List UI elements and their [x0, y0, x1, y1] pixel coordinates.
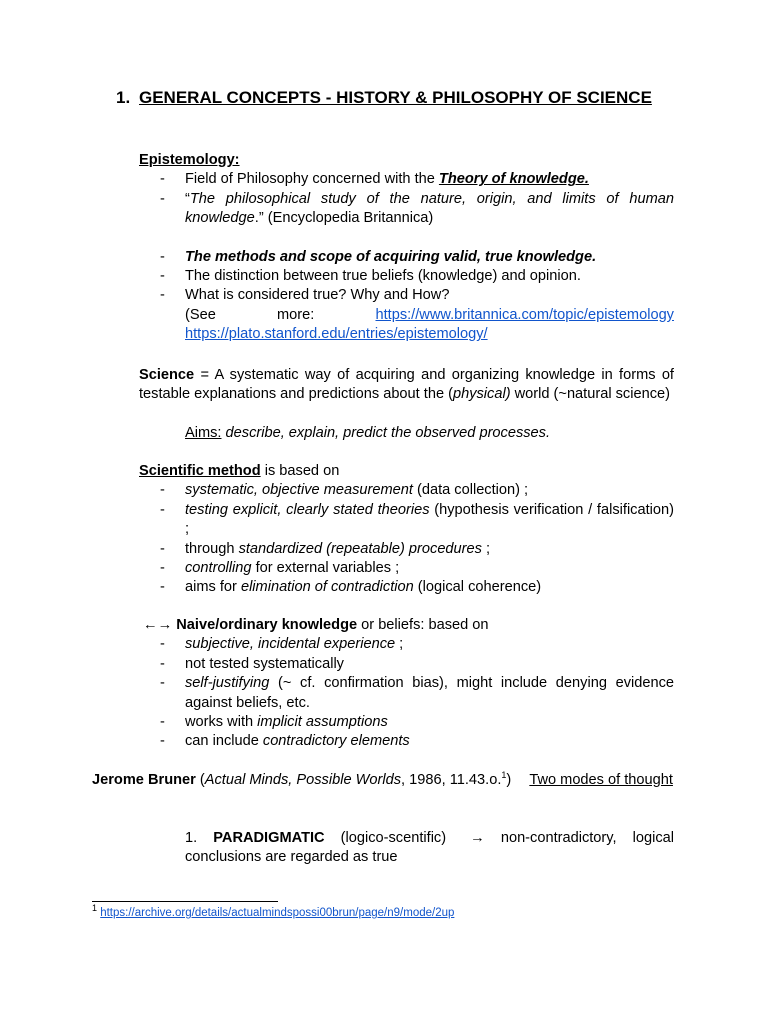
- item-italic: self-justifying: [185, 675, 270, 692]
- britannica-link[interactable]: https://www.britannica.com/topic/epistemology: [375, 306, 674, 323]
- item-text: not tested systematically: [185, 655, 344, 672]
- dash-bullet: -: [160, 655, 165, 672]
- stanford-link[interactable]: https://plato.stanford.edu/entries/epistemology/: [185, 326, 488, 343]
- naive-list: [139, 635, 674, 751]
- item-text: can include: [185, 733, 263, 750]
- item-italic: systematic, objective measurement: [185, 482, 413, 499]
- archive-link[interactable]: https://archive.org/details/actualmindspossi00brun/page/n9/mode/2up: [100, 907, 455, 919]
- item-italic: elimination of contradiction: [240, 579, 414, 596]
- item-tail: ;: [395, 636, 404, 653]
- item-text: The distinction between true beliefs (knowledge) and opinion.: [185, 268, 581, 285]
- item-italic: implicit assumptions: [257, 714, 388, 731]
- item-tail: ;: [481, 540, 491, 557]
- dash-bullet: -: [160, 287, 165, 304]
- list-item: [139, 674, 674, 713]
- bruner-work: Actual Minds, Possible Worlds: [204, 772, 402, 788]
- dash-bullet: -: [160, 733, 165, 750]
- see-more-prefix: (See: [185, 306, 216, 323]
- section-title: GENERAL CONCEPTS - HISTORY & PHILOSOPHY OF SCIENCE: [139, 88, 652, 107]
- scientific-method-term: Scientific method: [139, 463, 261, 479]
- list-item: [139, 559, 674, 578]
- item-tail: for external variables ;: [251, 560, 400, 577]
- bruner-meta: , 1986, 11.43.o.: [401, 772, 502, 788]
- dash-bullet: -: [160, 171, 165, 188]
- list-item: [139, 635, 674, 654]
- paradigmatic-item: [185, 829, 674, 868]
- list-item: [139, 286, 674, 344]
- paradigmatic-paren: (logico-scentific): [324, 830, 447, 846]
- science-physical: physical): [452, 386, 511, 403]
- item-italic: testing explicit, clearly stated theories: [185, 501, 430, 518]
- list-item: [139, 501, 674, 540]
- left-right-arrow-icon: ←→: [143, 617, 177, 633]
- item-emphasis: The methods and scope of acquiring valid, true knowledge.: [185, 248, 597, 265]
- dash-bullet: -: [160, 675, 165, 692]
- list-item: [139, 267, 674, 286]
- science-term: Science: [139, 367, 195, 383]
- scientific-method-section: [139, 462, 674, 598]
- bruner-name: Jerome Bruner: [92, 772, 196, 788]
- epistemology-label: Epistemology:: [139, 152, 240, 168]
- paradigmatic-text: non-contradictory, logical conclusions are regarded as true: [185, 830, 674, 866]
- aims-text: describe, explain, predict the observed processes.: [221, 425, 551, 441]
- section-number: 1.: [116, 88, 131, 107]
- list-item: [139, 578, 674, 597]
- science-definition: = A systematic way of acquiring and organizing knowledge in forms of testable explanations and predictions about the (: [139, 367, 674, 403]
- section-heading: [116, 86, 676, 109]
- item-italic: standardized (repeatable) procedures: [238, 540, 482, 557]
- aims-label: Aims:: [185, 425, 222, 441]
- bruner-close: ): [506, 772, 512, 788]
- scientific-method-intro: [139, 462, 674, 481]
- item-tail: (~ cf. confirmation bias), might include denying evidence against beliefs, etc.: [185, 675, 674, 711]
- item-text: aims for: [185, 579, 241, 596]
- list-item: [139, 481, 674, 500]
- scientific-method-intro-text: is based on: [260, 463, 340, 479]
- dash-bullet: -: [160, 190, 165, 207]
- footnote-number: 1: [92, 903, 98, 914]
- science-aims: [185, 424, 675, 443]
- list-item: [139, 655, 674, 674]
- open-quote: “: [185, 190, 190, 207]
- science-paragraph: [139, 366, 674, 405]
- item-tail: (logical coherence): [413, 579, 542, 596]
- list-item: [139, 732, 674, 751]
- epistemology-list: [139, 170, 674, 228]
- paradigmatic-term: PARADIGMATIC: [213, 830, 325, 846]
- item-source: (Encyclopedia Britannica): [267, 210, 434, 227]
- item-text: works with: [185, 714, 258, 731]
- dash-bullet: -: [160, 540, 165, 557]
- dash-bullet: -: [160, 636, 165, 653]
- dash-bullet: -: [160, 482, 165, 499]
- scientific-method-list: [139, 481, 674, 597]
- item-quote: The philosophical study of the nature, origin, and limits of human knowledge: [185, 190, 674, 227]
- item-emphasis: Theory of knowledge.: [438, 171, 589, 188]
- footnote-ref[interactable]: 1: [501, 770, 507, 781]
- naive-term: Naive/ordinary knowledge: [176, 617, 358, 633]
- list-item: [139, 190, 674, 229]
- bruner-open: (: [195, 772, 205, 788]
- item-italic: subjective, incidental experience: [185, 636, 396, 653]
- close-quote: .”: [254, 210, 268, 227]
- epistemology-list-2: [139, 248, 674, 345]
- paradigmatic-number: 1.: [185, 830, 214, 846]
- dash-bullet: -: [160, 579, 165, 596]
- list-item: [139, 248, 674, 267]
- list-item: [139, 170, 674, 189]
- item-text: Field of Philosophy concerned with the: [185, 171, 439, 188]
- item-text: through: [185, 540, 239, 557]
- naive-intro: [143, 616, 674, 635]
- see-more-line: [185, 306, 674, 325]
- item-italic: controlling: [185, 560, 252, 577]
- item-tail: (data collection) ;: [412, 482, 529, 499]
- dash-bullet: -: [160, 501, 165, 518]
- dash-bullet: -: [160, 268, 165, 285]
- two-modes-label: Two modes of thought: [529, 772, 673, 788]
- footnote-divider: [92, 901, 278, 902]
- list-item: [139, 540, 674, 559]
- bruner-paragraph: [92, 771, 674, 790]
- dash-bullet: -: [160, 248, 165, 265]
- right-arrow-icon: →: [470, 830, 485, 846]
- item-italic: contradictory elements: [262, 733, 410, 750]
- item-text: What is considered true? Why and How?: [185, 287, 450, 304]
- naive-intro-text: or beliefs: based on: [357, 617, 489, 633]
- dash-bullet: -: [160, 714, 165, 731]
- naive-knowledge-section: [139, 616, 674, 752]
- see-more-middle: more:: [277, 306, 315, 323]
- science-rest: world (~natural science): [510, 386, 670, 403]
- footnote: [92, 903, 455, 921]
- list-item: [139, 713, 674, 732]
- epistemology-section: [139, 151, 674, 345]
- item-tail: (hypothesis verification / falsification) ;: [185, 501, 674, 538]
- dash-bullet: -: [160, 560, 165, 577]
